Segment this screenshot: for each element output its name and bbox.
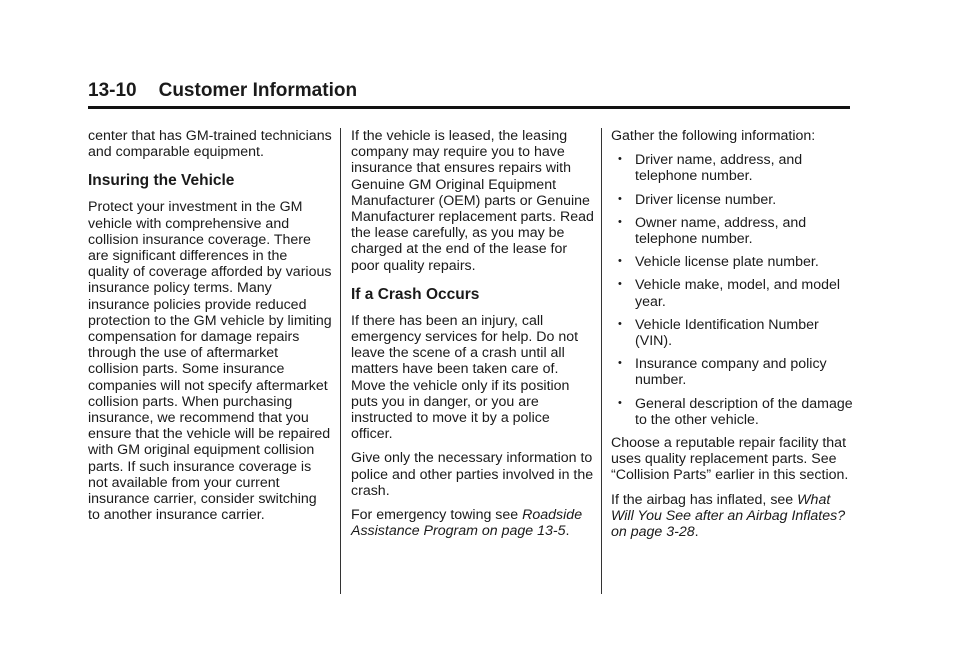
- information-list: [611, 152, 856, 428]
- repair-facility-paragraph: Choose a reputable repair facility that uses quality replacement parts. See “Collision Parts” earlier in this section.: [611, 435, 849, 484]
- bullet-icon: •: [618, 153, 622, 166]
- bullet-icon: •: [618, 396, 622, 409]
- page-number: 13-10: [88, 80, 137, 101]
- airbag-end: .: [694, 524, 699, 541]
- column-divider-1: [340, 128, 341, 594]
- col1-intro: center that has GM-trained technicians and comparable equipment.: [88, 128, 332, 161]
- list-item-text: General description of the damage to the other vehicle.: [635, 395, 853, 428]
- column-1: [88, 128, 332, 531]
- list-item-text: Driver name, address, and telephone number.: [635, 152, 803, 185]
- heading-insuring-vehicle: Insuring the Vehicle: [88, 172, 235, 190]
- bullet-icon: •: [618, 357, 622, 370]
- crash-paragraph: If there has been an injury, call emergency services for help. Do not leave the scene of a crash until all matters have been taken care of. Move the vehicle only if its position puts you in danger, or you are instructed to move it by a police officer.: [351, 312, 579, 443]
- bullet-icon: •: [618, 278, 622, 291]
- list-item: [611, 192, 856, 208]
- section-title: Customer Information: [158, 80, 358, 101]
- list-item: [611, 152, 856, 184]
- airbag-inflates-link[interactable]: What Will You See after an Airbag Inflates? on page 3-28: [611, 491, 846, 541]
- gather-intro: Gather the following information:: [611, 128, 816, 144]
- list-item: [611, 356, 856, 388]
- lease-paragraph: If the vehicle is leased, the leasing company may require you to have insurance that ensures repairs with Genuine GM Original Equipment Manufacturer (OEM) parts or Genuine Manufacturer replacement parts. Read the lease carefully, as you may be charged at the end of the lease for poor quality repairs.: [351, 128, 594, 274]
- bullet-icon: •: [618, 317, 622, 330]
- list-item-text: Vehicle license plate number.: [635, 254, 819, 271]
- page-header: [88, 80, 850, 109]
- bullet-icon: •: [618, 215, 622, 228]
- airbag-text: If the airbag has inflated, see: [611, 491, 794, 508]
- column-2: [351, 128, 595, 547]
- airbag-paragraph: [611, 492, 856, 541]
- column-3: [611, 128, 856, 548]
- towing-paragraph: [351, 507, 595, 539]
- towing-end: .: [565, 523, 570, 540]
- column-divider-2: [601, 128, 602, 594]
- insurance-paragraph: Protect your investment in the GM vehicle with comprehensive and collision insurance coverage. There are significant differences in the quality of coverage afforded by various insurance policy terms. Many insurance policies provide reduced protection to the GM vehicle by limiting compensation for damage repairs through the use of aftermarket collision parts. Some insurance companies will not specify aftermarket collision parts. When purchasing insurance, we recommend that you ensure that the vehicle will be repaired with GM original equipment collision parts. If such insurance coverage is not available from your current insurance carrier, consider switching to another insurance carrier.: [88, 199, 332, 524]
- list-item: [611, 254, 856, 270]
- list-item: [611, 215, 856, 247]
- list-item: [611, 396, 856, 428]
- towing-text: For emergency towing see: [351, 507, 519, 524]
- heading-crash-occurs: If a Crash Occurs: [351, 285, 480, 303]
- list-item: [611, 277, 856, 309]
- list-item-text: Vehicle make, model, and model year.: [635, 277, 841, 310]
- bullet-icon: •: [618, 192, 622, 205]
- bullet-icon: •: [618, 255, 622, 268]
- list-item-text: Vehicle Identification Number (VIN).: [635, 316, 819, 350]
- roadside-assistance-link[interactable]: Roadside Assistance Program on page 13-5: [351, 507, 583, 540]
- list-item-text: Insurance company and policy number.: [635, 356, 827, 389]
- information-paragraph: Give only the necessary information to police and other parties involved in the crash.: [351, 450, 594, 499]
- list-item: [611, 317, 856, 349]
- list-item-text: Owner name, address, and telephone number.: [635, 214, 807, 248]
- list-item-text: Driver license number.: [635, 191, 777, 208]
